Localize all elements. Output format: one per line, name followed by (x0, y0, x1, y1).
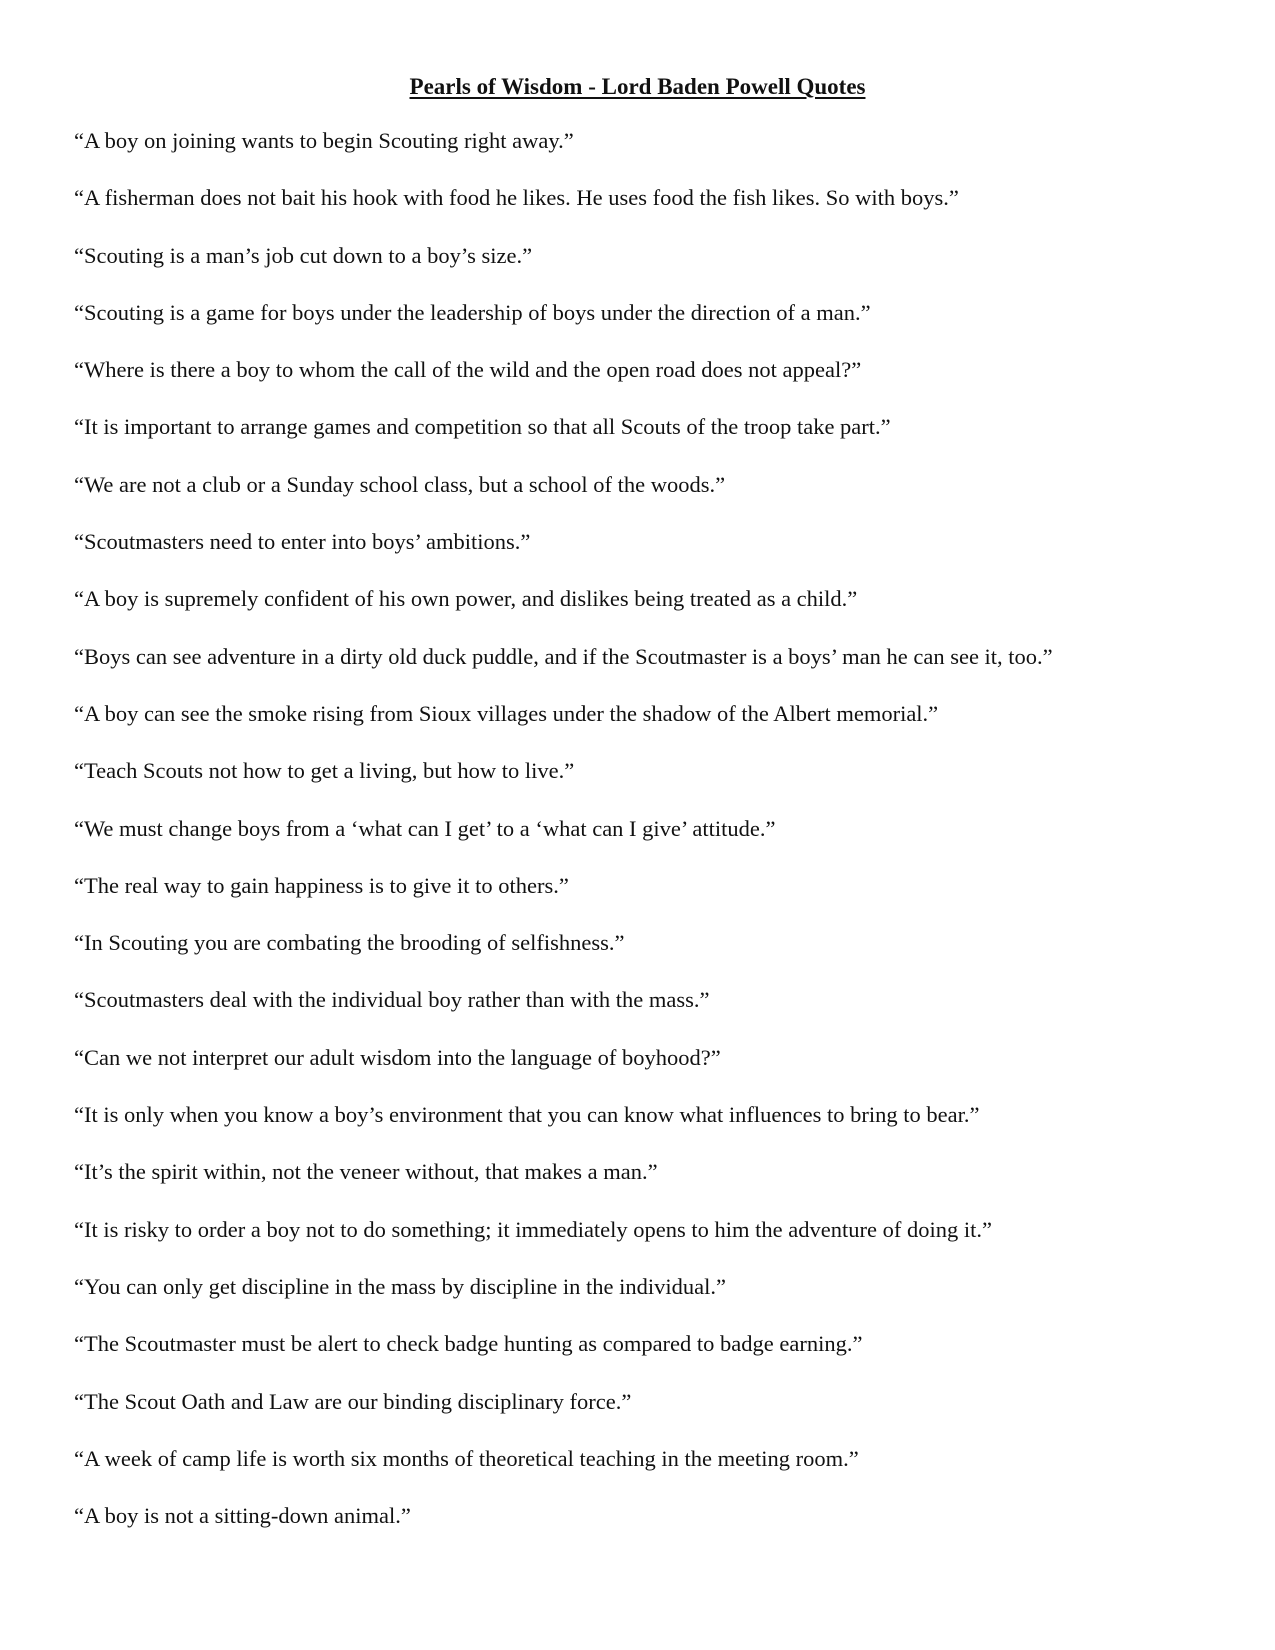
quote-line: “Scouting is a game for boys under the leadership of boys under the direction of a man.” (74, 299, 871, 325)
quote-line: “Boys can see adventure in a dirty old duck puddle, and if the Scoutmaster is a boys’ man he can see it, too.” (74, 643, 1053, 669)
quote-line: “The Scoutmaster must be alert to check badge hunting as compared to badge earning.” (74, 1331, 863, 1357)
quote-line: “A boy is supremely confident of his own power, and dislikes being treated as a child.” (74, 586, 858, 612)
quote-line: “In Scouting you are combating the brooding of selfishness.” (74, 930, 625, 956)
quote-line: “Teach Scouts not how to get a living, but how to live.” (74, 758, 575, 784)
quote-line: “It’s the spirit within, not the veneer without, that makes a man.” (74, 1159, 658, 1185)
quote-line: “Scouting is a man’s job cut down to a boy’s size.” (74, 242, 533, 268)
quote-line: “It is important to arrange games and competition so that all Scouts of the troop take part.” (74, 414, 891, 440)
quote-line: “A boy on joining wants to begin Scouting right away.” (74, 128, 574, 153)
document-title: Pearls of Wisdom - Lord Baden Powell Quotes (409, 74, 866, 99)
quote-line: “Where is there a boy to whom the call of the wild and the open road does not appeal?” (74, 357, 862, 383)
quote-line: “We are not a club or a Sunday school class, but a school of the woods.” (74, 471, 726, 497)
quote-list (74, 126, 1254, 1558)
quote-line: “A fisherman does not bait his hook with food he likes. He uses food the fish likes. So with boys.” (74, 185, 959, 211)
quote-line: “Can we not interpret our adult wisdom into the language of boyhood?” (74, 1044, 721, 1070)
quote-line: “Scoutmasters deal with the individual boy rather than with the mass.” (74, 987, 710, 1013)
quote-line: “A boy is not a sitting-down animal.” (74, 1503, 411, 1529)
quote-line: “A boy can see the smoke rising from Sioux villages under the shadow of the Albert memorial.” (74, 700, 939, 726)
quote-line: “The real way to gain happiness is to give it to others.” (74, 872, 569, 898)
quote-line: “You can only get discipline in the mass by discipline in the individual.” (74, 1273, 726, 1299)
quote-line: “We must change boys from a ‘what can I get’ to a ‘what can I give’ attitude.” (74, 815, 776, 841)
quote-line: “It is only when you know a boy’s environment that you can know what influences to bring to bear.” (74, 1102, 980, 1128)
quote-line: “Scoutmasters need to enter into boys’ ambitions.” (74, 529, 531, 555)
quote-line: “It is risky to order a boy not to do something; it immediately opens to him the adventure of doing it.” (74, 1216, 992, 1242)
quote-line: “The Scout Oath and Law are our binding disciplinary force.” (74, 1388, 632, 1414)
quote-line: “A week of camp life is worth six months of theoretical teaching in the meeting room.” (74, 1445, 859, 1471)
